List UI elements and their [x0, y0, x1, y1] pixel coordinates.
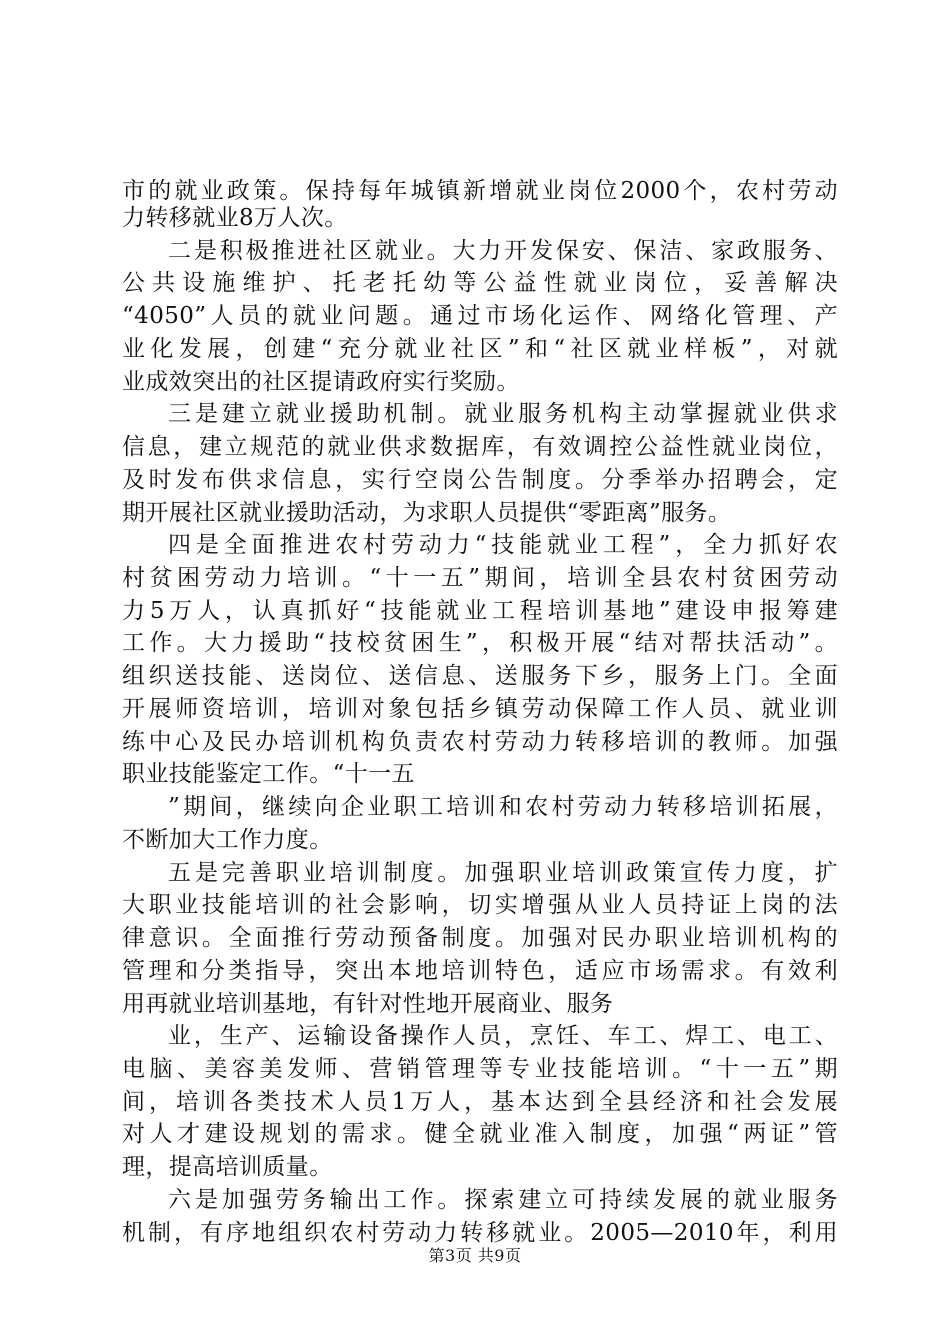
text-line: 电脑、美容美发师、营销管理等专业技能培训。“十一五”期 — [122, 1056, 838, 1082]
text-line: “4050”人员的就业问题。通过市场化运作、网络化管理、产 — [122, 303, 838, 329]
text-line: 用再就业培训基地，有针对性地开展商业、服务 — [122, 991, 614, 1017]
text-line: 工作。大力援助“技校贫困生”，积极开展“结对帮扶活动”。 — [122, 630, 838, 656]
text-line: 大职业技能培训的社会影响，切实增强从业人员持证上岗的法 — [122, 892, 838, 918]
text-line: 市的就业政策。保持每年城镇新增就业岗位2000个，农村劳动 — [122, 178, 838, 204]
text-line: 业，生产、运输设备操作人员，烹饪、车工、焊工、电工、 — [168, 1023, 838, 1049]
text-line: 机制，有序地组织农村劳动力转移就业。2005—2010年，利用 — [122, 1220, 838, 1246]
text-line: 业成效突出的社区提请政府实行奖励。 — [122, 369, 520, 395]
text-line: 及时发布供求信息，实行空岗公告制度。分季举办招聘会，定 — [122, 467, 838, 493]
text-line: 力5万人，认真抓好“技能就业工程培训基地”建设申报筹建 — [122, 598, 838, 624]
page-footer: 第3页 共9页 — [428, 1246, 522, 1265]
text-line: 管理和分类指导，突出本地培训特色，适应市场需求。有效利 — [122, 958, 838, 984]
text-line: 业化发展，创建“充分就业社区”和“社区就业样板”，对就 — [122, 336, 838, 362]
text-line: 律意识。全面推行劳动预备制度。加强对民办职业培训机构的 — [122, 925, 838, 951]
text-line: 对人才建设规划的需求。健全就业准入制度，加强“两证”管 — [122, 1121, 838, 1147]
text-line: 信息，建立规范的就业供求数据库，有效调控公益性就业岗位， — [122, 434, 838, 460]
text-line: 间，培训各类技术人员1万人，基本达到全县经济和社会发展 — [122, 1089, 838, 1115]
text-line: 组织送技能、送岗位、送信息、送服务下乡，服务上门。全面 — [122, 663, 838, 689]
text-line: 公共设施维护、托老托幼等公益性就业岗位，妥善解决 — [122, 270, 838, 296]
text-line: ”期间，继续向企业职工培训和农村劳动力转移培训拓展， — [168, 794, 838, 820]
text-line: 练中心及民办培训机构负责农村劳动力转移培训的教师。加强 — [122, 729, 838, 755]
text-line: 力转移就业8万人次。 — [122, 205, 348, 231]
text-line: 村贫困劳动力培训。“十一五”期间，培训全县农村贫困劳动 — [122, 565, 838, 591]
text-line: 五是完善职业培训制度。加强职业培训政策宣传力度，扩 — [168, 860, 838, 886]
text-line: 四是全面推进农村劳动力“技能就业工程”，全力抓好农 — [168, 532, 838, 558]
text-line: 二是积极推进社区就业。大力开发保安、保洁、家政服务、 — [168, 238, 838, 264]
text-line: 理，提高培训质量。 — [122, 1154, 333, 1180]
text-line: 职业技能鉴定工作。“十一五 — [122, 761, 415, 787]
text-line: 开展师资培训，培训对象包括乡镇劳动保障工作人员、就业训 — [122, 696, 838, 722]
text-line: 三是建立就业援助机制。就业服务机构主动掌握就业供求 — [168, 401, 838, 427]
text-line: 期开展社区就业援助活动，为求职人员提供“零距离”服务。 — [122, 500, 732, 526]
text-line: 六是加强劳务输出工作。探索建立可持续发展的就业服务 — [168, 1187, 838, 1213]
text-line: 不断加大工作力度。 — [122, 827, 333, 853]
